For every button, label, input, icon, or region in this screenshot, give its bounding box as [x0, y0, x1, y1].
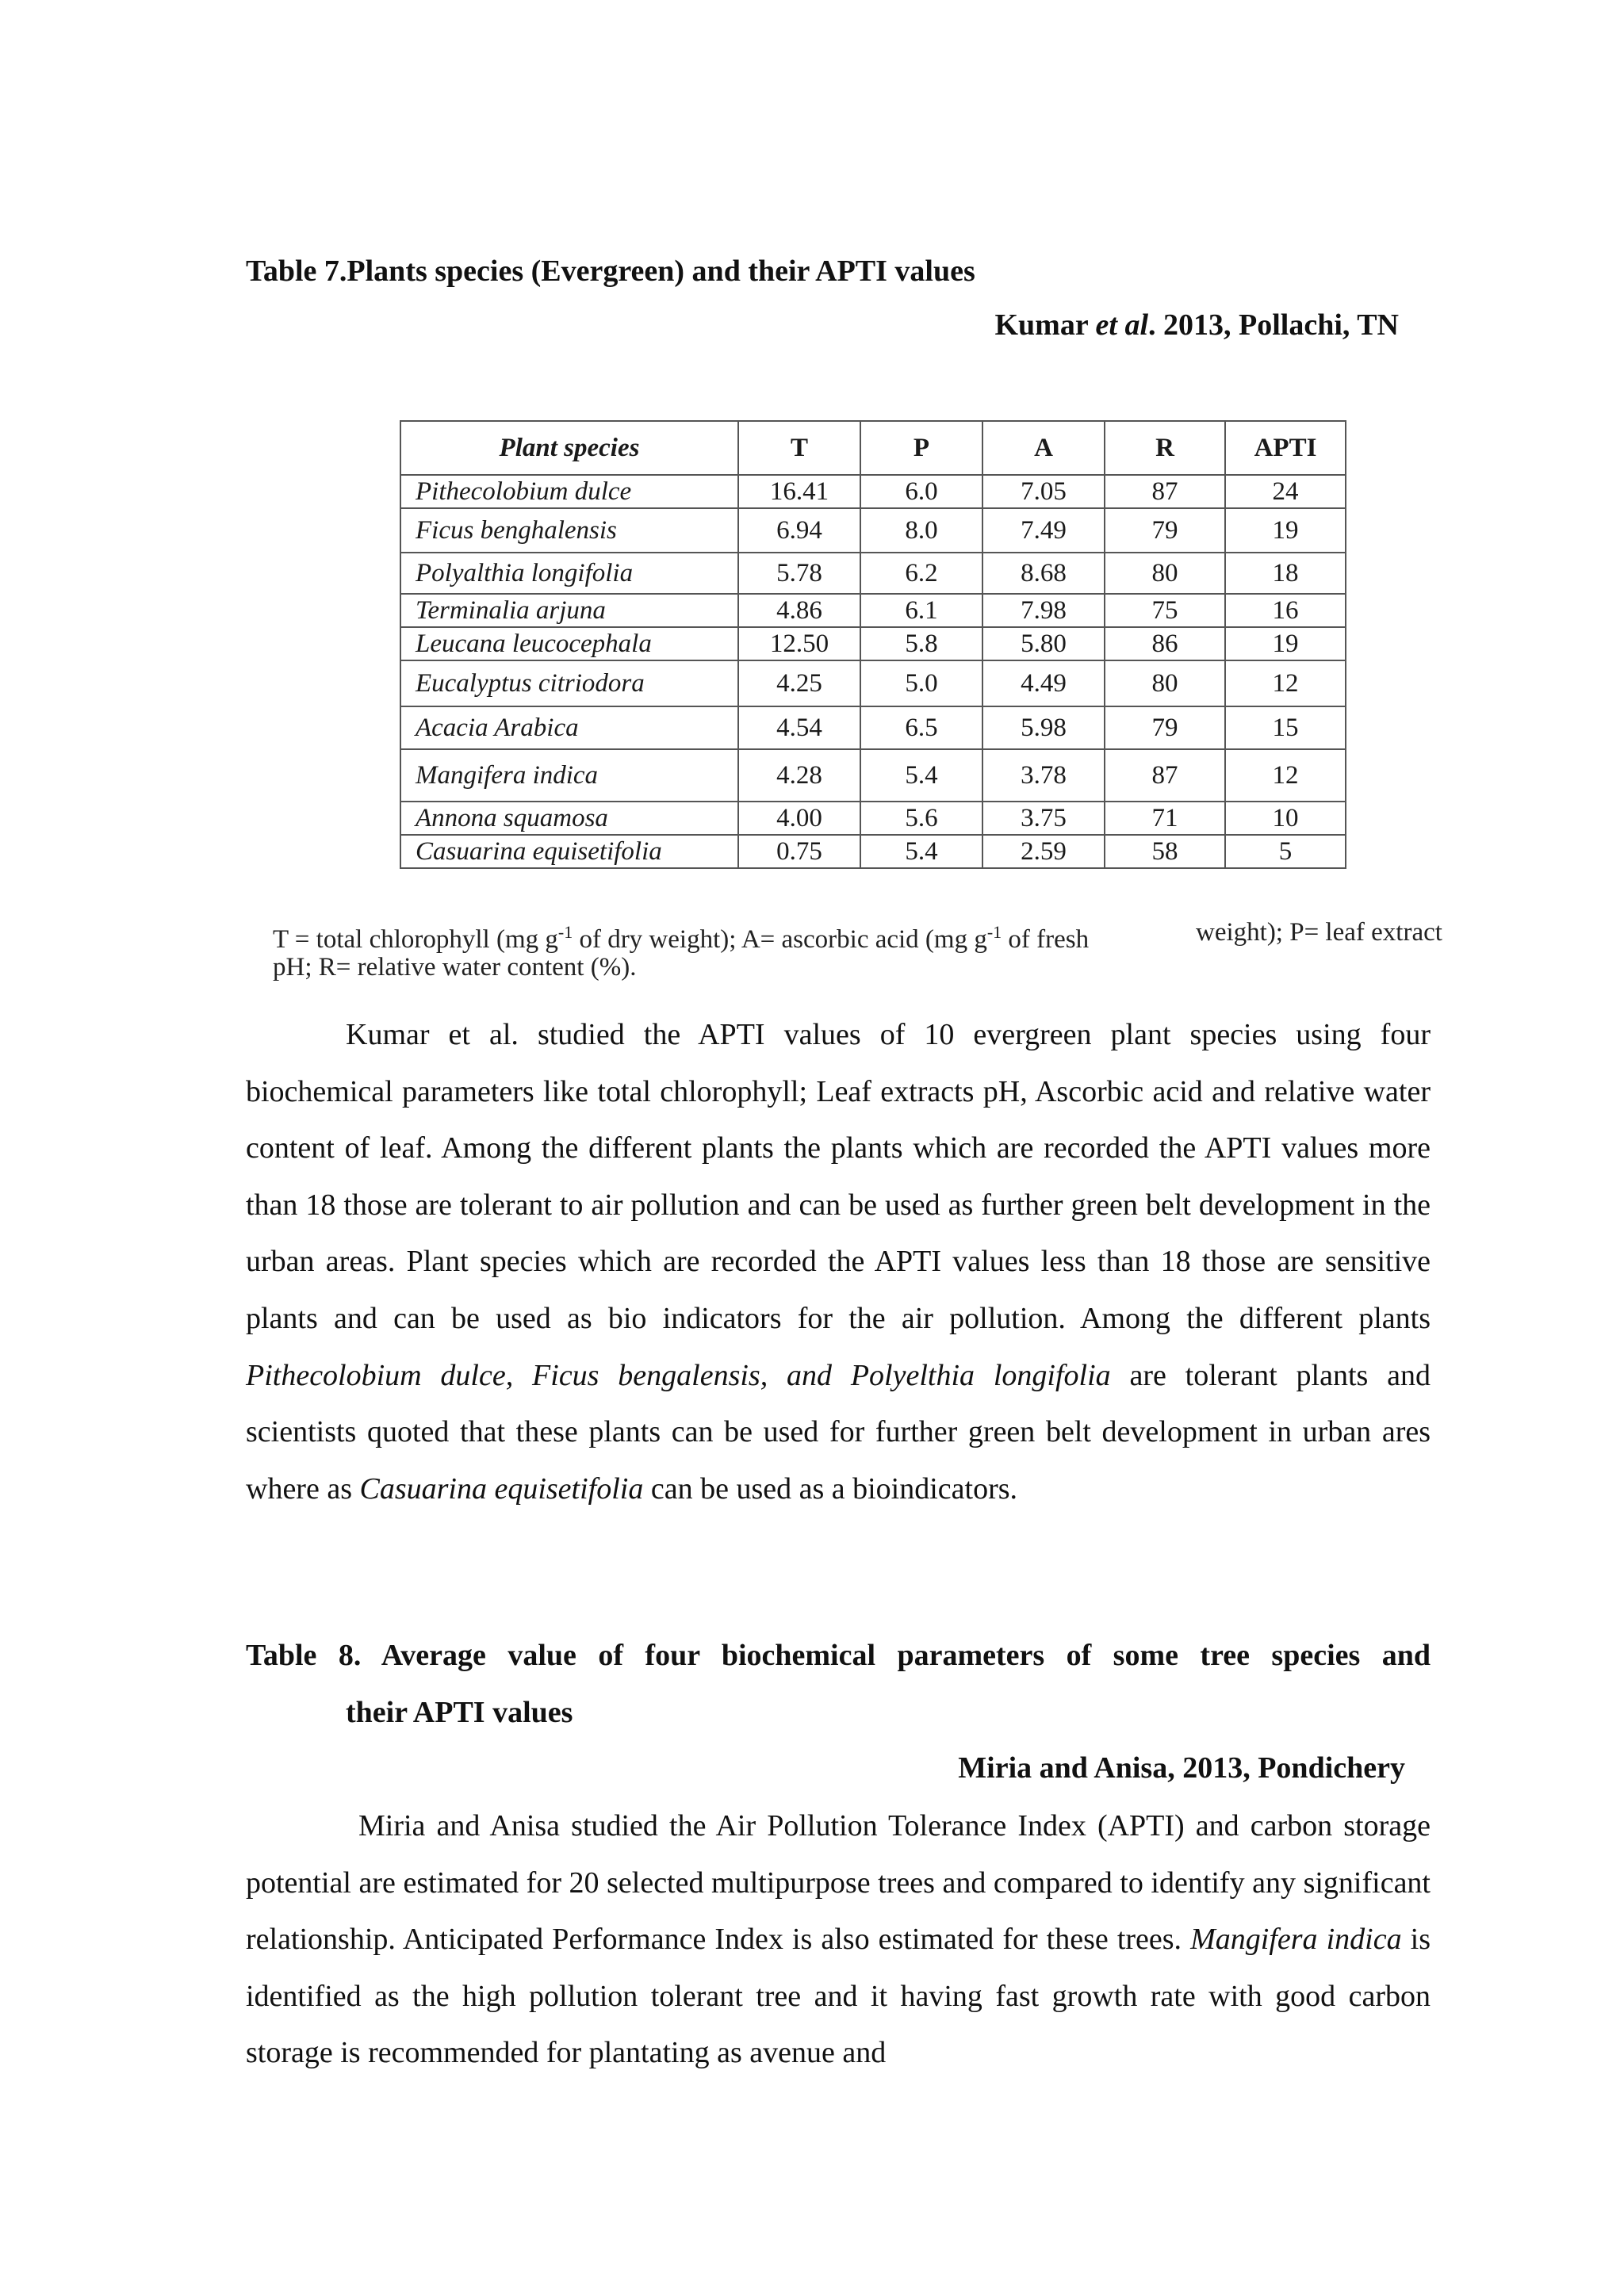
t-cell: 12.50 — [738, 627, 860, 660]
apti-cell: 5 — [1225, 835, 1346, 868]
r-cell: 58 — [1105, 835, 1225, 868]
table-row — [400, 660, 1346, 706]
species-cell: Terminalia arjuna — [400, 594, 738, 627]
r-cell: 87 — [1105, 475, 1225, 508]
apti-cell: 12 — [1225, 749, 1346, 802]
a-cell: 2.59 — [982, 835, 1105, 868]
table8-caption-line1: Table 8. Average value of four biochemical parameters of some tree species and — [246, 1639, 1431, 1672]
a-cell: 7.98 — [982, 594, 1105, 627]
table-header-row — [400, 421, 1346, 475]
t-cell: 0.75 — [738, 835, 860, 868]
header-t: T — [738, 421, 860, 475]
p-cell: 5.8 — [860, 627, 982, 660]
table7-note-line1-end: weight); P= leaf extract — [1196, 918, 1442, 947]
t-cell: 16.41 — [738, 475, 860, 508]
apti-cell: 18 — [1225, 553, 1346, 594]
t-cell: 6.94 — [738, 508, 860, 553]
t-cell: 4.00 — [738, 802, 860, 835]
apti-cell: 24 — [1225, 475, 1346, 508]
apti-cell: 19 — [1225, 508, 1346, 553]
p-cell: 6.0 — [860, 475, 982, 508]
p-cell: 8.0 — [860, 508, 982, 553]
t-cell: 5.78 — [738, 553, 860, 594]
r-cell: 75 — [1105, 594, 1225, 627]
p-cell: 5.4 — [860, 835, 982, 868]
header-a: A — [982, 421, 1105, 475]
a-cell: 7.49 — [982, 508, 1105, 553]
table-row — [400, 553, 1346, 594]
table-row — [400, 475, 1346, 508]
table-row — [400, 594, 1346, 627]
a-cell: 8.68 — [982, 553, 1105, 594]
table7-note-line1: T = total chlorophyll (mg $g^{-1}$ of dry weight); A= ascorbic acid (mg $g^{-1}$ of fresh — [273, 922, 1090, 954]
r-cell: 79 — [1105, 508, 1225, 553]
header-r: R — [1105, 421, 1225, 475]
paragraph-kumar: Kumar et al. studied the APTI values of 10 evergreen plant species using four biochemical parameters like total chlorophyll; Leaf extracts pH, Ascorbic acid and relative water content of leaf. Among the different plants the plants which are recorded the APTI values more than 18 those are tolerant to air pollution and can be used as further green belt development in the urban areas. Plant species which are recorded the APTI values less than 18 those are sensitive plants and can be used as bio indicators for the air pollution. Among the different plants Pithecolobium dulce, Ficus bengalensis, and Polyelthia longifolia are tolerant plants and scientists quoted that these plants can be used for further green belt development in urban ares where as Casuarina equisetifolia can be used as a bioindicators. — [246, 1018, 1431, 1506]
p-cell: 6.1 — [860, 594, 982, 627]
r-cell: 80 — [1105, 553, 1225, 594]
table7-caption: Table 7.Plants species (Evergreen) and their APTI values — [246, 254, 975, 288]
species-cell: Polyalthia longifolia — [400, 553, 738, 594]
header-apti: APTI — [1225, 421, 1346, 475]
species-cell: Casuarina equisetifolia — [400, 835, 738, 868]
r-cell: 87 — [1105, 749, 1225, 802]
species-cell: Mangifera indica — [400, 749, 738, 802]
apti-cell: 19 — [1225, 627, 1346, 660]
p-cell: 5.6 — [860, 802, 982, 835]
citation-italic: et al — [1095, 308, 1148, 342]
table-row — [400, 749, 1346, 802]
table-row — [400, 508, 1346, 553]
table-row — [400, 706, 1346, 749]
t-cell: 4.54 — [738, 706, 860, 749]
table-row — [400, 835, 1346, 868]
r-cell: 80 — [1105, 660, 1225, 706]
table7-note-line2: pH; R= relative water content (%). — [273, 953, 637, 982]
p-cell: 6.2 — [860, 553, 982, 594]
t-cell: 4.86 — [738, 594, 860, 627]
species-cell: Leucana leucocephala — [400, 627, 738, 660]
apti-cell: 16 — [1225, 594, 1346, 627]
a-cell: 5.98 — [982, 706, 1105, 749]
apti-cell: 12 — [1225, 660, 1346, 706]
table-row — [400, 627, 1346, 660]
r-cell: 71 — [1105, 802, 1225, 835]
r-cell: 86 — [1105, 627, 1225, 660]
apti-cell: 15 — [1225, 706, 1346, 749]
a-cell: 7.05 — [982, 475, 1105, 508]
r-cell: 79 — [1105, 706, 1225, 749]
header-plant-species: Plant species — [400, 421, 738, 475]
apti-table — [400, 420, 1346, 869]
a-cell: 3.75 — [982, 802, 1105, 835]
table8-citation: Miria and Anisa, 2013, Pondichery — [958, 1751, 1405, 1785]
table8-caption-line2: their APTI values — [346, 1696, 573, 1729]
paragraph-miria: Miria and Anisa studied the Air Pollution Tolerance Index (APTI) and carbon storage potential are estimated for 20 selected multipurpose trees and compared to identify any significant relationship. Anticipated Performance Index is also estimated for these trees. Mangifera indica is identified as the high pollution tolerant tree and it having fast growth rate with good carbon storage is recommended for plantating as avenue and — [246, 1809, 1431, 2070]
a-cell: 3.78 — [982, 749, 1105, 802]
p-cell: 6.5 — [860, 706, 982, 749]
p-cell: 5.4 — [860, 749, 982, 802]
table7-citation: Kumar et al. 2013, Pollachi, TN — [994, 308, 1399, 342]
apti-cell: 10 — [1225, 802, 1346, 835]
header-p: P — [860, 421, 982, 475]
table-row — [400, 802, 1346, 835]
species-cell: Acacia Arabica — [400, 706, 738, 749]
species-cell: Eucalyptus citriodora — [400, 660, 738, 706]
species-cell: Ficus benghalensis — [400, 508, 738, 553]
a-cell: 4.49 — [982, 660, 1105, 706]
species-cell: Annona squamosa — [400, 802, 738, 835]
a-cell: 5.80 — [982, 627, 1105, 660]
p-cell: 5.0 — [860, 660, 982, 706]
t-cell: 4.28 — [738, 749, 860, 802]
t-cell: 4.25 — [738, 660, 860, 706]
species-cell: Pithecolobium dulce — [400, 475, 738, 508]
